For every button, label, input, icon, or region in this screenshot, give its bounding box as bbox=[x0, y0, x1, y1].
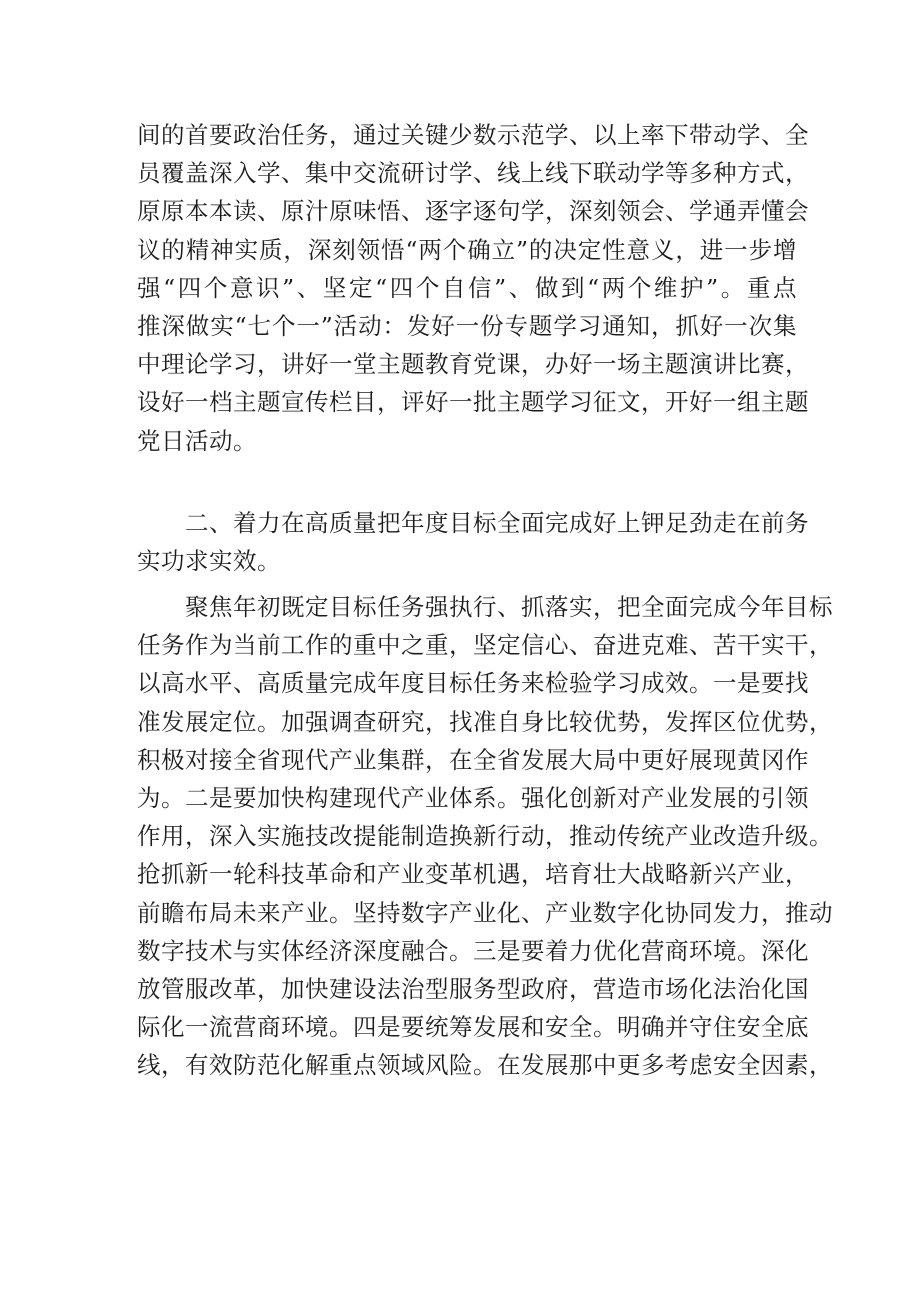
text-line: 间的首要政治任务，通过关键少数示范学、以上率下带动学、全 bbox=[137, 121, 809, 149]
text-line: 原原本本读、原汁原味悟、逐字逐句学，深刻领会、学通弄懂会 bbox=[137, 197, 809, 226]
text-line: 二、着力在高质量把年度目标全面完成好上钾足劲走在前务 bbox=[185, 509, 809, 537]
text-line: 数字技术与实体经济深度融合。三是要着力优化营商环境。深化 bbox=[137, 936, 809, 965]
text-line: 抢抓新一轮科技革命和产业变革机遇，培育壮大战略新兴产业， bbox=[137, 860, 809, 889]
paragraph-annual-targets bbox=[137, 588, 833, 1084]
text-line: 推深做实“七个一”活动：发好一份专题学习通知，抓好一次集 bbox=[137, 311, 797, 340]
section-heading-two bbox=[137, 504, 809, 580]
text-line: 中理论学习，讲好一堂主题教育党课，办好一场主题演讲比赛， bbox=[137, 350, 809, 379]
text-line: 际化一流营商环境。四是要统筹发展和安全。明确并守住安全底 bbox=[137, 1013, 809, 1042]
text-line: 为。二是要加快构建现代产业体系。强化创新对产业发展的引领 bbox=[137, 783, 809, 812]
text-line: 员覆盖深入学、集中交流研讨学、线上线下联动学等多种方式， bbox=[137, 159, 809, 188]
paragraph-study-tasks bbox=[137, 116, 809, 460]
text-line: 聚焦年初既定目标任务强执行、抓落实，把全面完成今年目标 bbox=[185, 593, 833, 621]
text-line: 强“四个意识”、坚定“四个自信”、做到“两个维护”。重点 bbox=[137, 273, 797, 302]
text-line: 前瞻布局未来产业。坚持数字产业化、产业数字化协同发力，推动 bbox=[137, 898, 833, 927]
text-line: 作用，深入实施技改提能制造换新行动，推动传统产业改造升级。 bbox=[137, 822, 833, 851]
text-line: 准发展定位。加强调查研究，找准自身比较优势，发挥区位优势， bbox=[137, 707, 833, 736]
text-line: 以高水平、高质量完成年度目标任务来检验学习成效。一是要找 bbox=[137, 669, 809, 698]
text-line: 积极对接全省现代产业集群，在全省发展大局中更好展现黄冈作 bbox=[137, 745, 809, 774]
text-line: 议的精神实质，深刻领悟“两个确立”的决定性意义，进一步增 bbox=[137, 235, 797, 264]
text-line: 线，有效防范化解重点领域风险。在发展那中更多考虑安全因素， bbox=[137, 1051, 833, 1080]
text-line: 任务作为当前工作的重中之重，坚定信心、奋进克难、苦干实干， bbox=[137, 631, 833, 660]
text-line: 放管服改革，加快建设法治型服务型政府，营造市场化法治化国 bbox=[137, 974, 809, 1003]
text-line: 设好一档主题宣传栏目，评好一批主题学习征文，开好一组主题 bbox=[137, 388, 809, 417]
text-line: 党日活动。 bbox=[137, 426, 257, 455]
text-line: 实功求实效。 bbox=[137, 547, 281, 576]
